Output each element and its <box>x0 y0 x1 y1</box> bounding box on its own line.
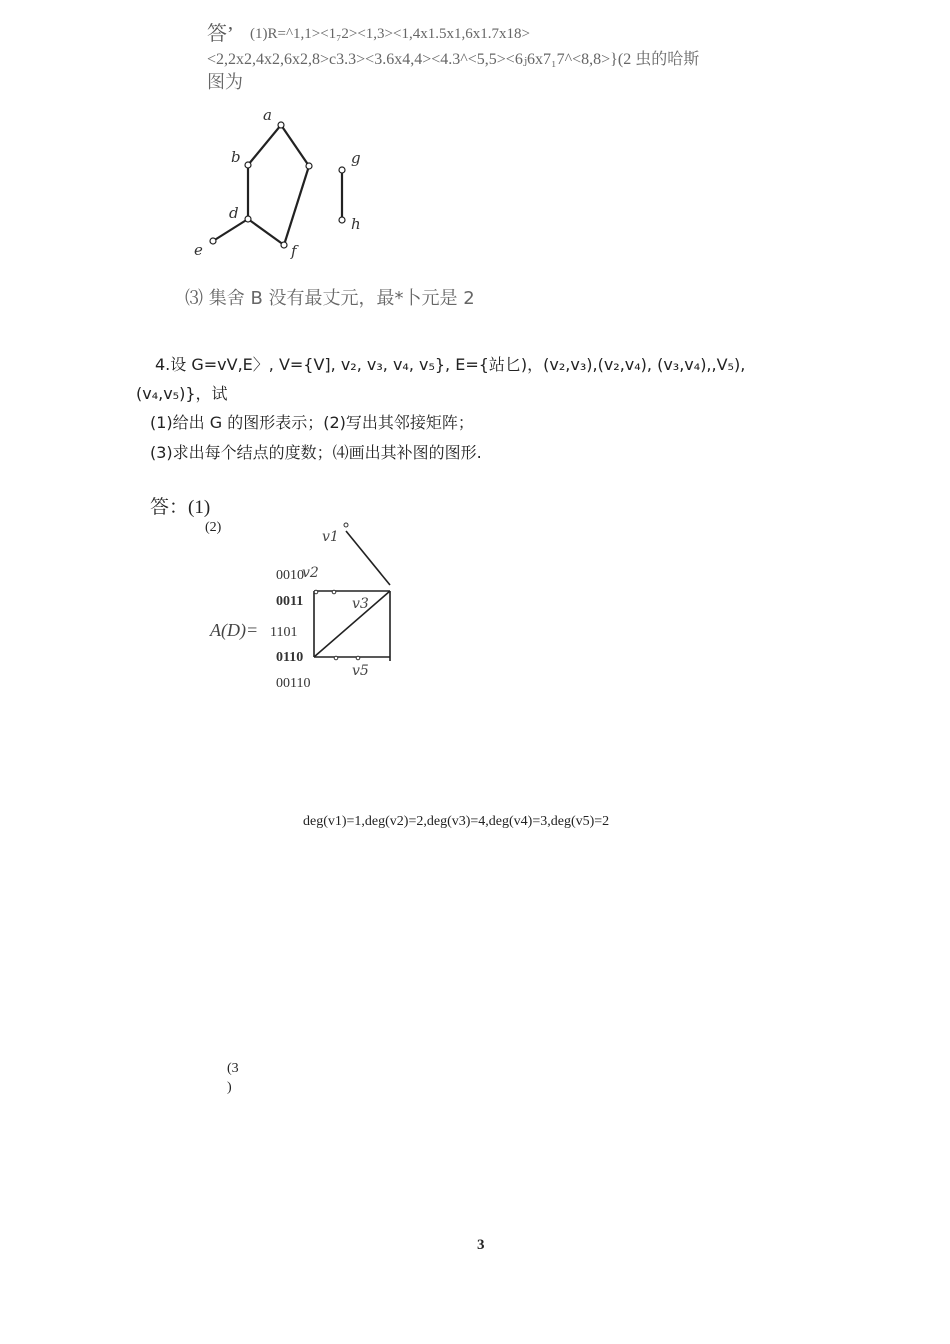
hasse-diagram <box>185 100 385 270</box>
edge-c-f <box>284 166 309 245</box>
node-v2 <box>314 590 318 594</box>
node-b <box>245 162 251 168</box>
label-v2: v2 <box>302 565 319 581</box>
label-v3: v3 <box>352 596 369 612</box>
node-v1 <box>344 523 348 527</box>
q3-answer-prefix: 答’ <box>207 23 234 45</box>
q3-answer-part1-line2: <2,2x2,4x2,6x2,8>c3.3><3.6x4,4><4.3^<5,5><6ⱼ6x7₁7^<8,8>}(2 虫的哈斯 <box>207 51 700 68</box>
label-e: e <box>194 241 203 259</box>
q4-line3: (1)给出 G 的图形表示；(2)写出其邻接矩阵； <box>150 413 474 432</box>
matrix-row-5: 00110 <box>276 676 311 691</box>
node-c <box>306 163 312 169</box>
q3-answer-part1-line1: (1)R=^1,1><1₇2><1,3><1,4x1.5x1,6x1.7x18> <box>250 26 530 42</box>
label-h: h <box>351 215 361 233</box>
node-a <box>278 122 284 128</box>
q4-answer-prefix: 答：(1) <box>150 497 211 518</box>
hasse-edges <box>213 125 342 245</box>
matrix-row-3: 1101 <box>270 625 298 640</box>
node-v4 <box>334 656 338 660</box>
matrix-row-1: 0010 <box>276 568 304 583</box>
graph-g-drawing <box>300 515 410 685</box>
adjacency-matrix-label: A(D)= <box>210 620 259 640</box>
q4-line4: (3)求出每个结点的度数；⑷画出其补图的图形. <box>150 443 482 462</box>
node-v2b <box>332 590 336 594</box>
page-number: 3 <box>477 1237 485 1253</box>
label-v1: v1 <box>322 529 339 545</box>
node-d <box>245 216 251 222</box>
edge-a-c <box>281 125 309 166</box>
q4-answer-part3-label-a: (3 <box>227 1061 239 1076</box>
edge-v1-v3 <box>346 531 390 585</box>
matrix-row-2: 0011 <box>276 594 304 609</box>
q4-answer-part2-label: (2) <box>205 520 222 535</box>
q3-answer-part1-line3: 图为 <box>207 72 243 92</box>
node-e <box>210 238 216 244</box>
label-a: a <box>263 106 272 124</box>
q4-line2: (v₄,v₅)}，试 <box>136 384 228 403</box>
q3-answer-part3: ⑶ 集舍 B 没有最丈元，最*卜元是 2 <box>185 288 475 309</box>
node-g <box>339 167 345 173</box>
degree-list: deg(v1)=1,deg(v2)=2,deg(v3)=4,deg(v4)=3,deg(v5)=2 <box>303 814 610 829</box>
edge-d-f <box>248 219 284 245</box>
label-v5: v5 <box>352 663 369 679</box>
matrix-row-4: 0110 <box>276 650 304 665</box>
label-f: f <box>291 242 297 260</box>
label-g: g <box>351 149 361 167</box>
label-b: b <box>231 148 241 166</box>
label-d: d <box>229 204 239 222</box>
edge-d-e <box>213 219 248 241</box>
node-v5 <box>356 656 360 660</box>
edge-a-b <box>248 125 281 165</box>
node-f <box>281 242 287 248</box>
q4-answer-part3-label-b: ) <box>227 1080 232 1095</box>
q4-line1: 4.设 G=vV,E〉, V={V], v₂, v₃, v₄, v₅}, E={站匕)，(v₂,v₃),(v₂,v₄), (v₃,v₄),,V₅), <box>155 355 746 374</box>
node-h <box>339 217 345 223</box>
